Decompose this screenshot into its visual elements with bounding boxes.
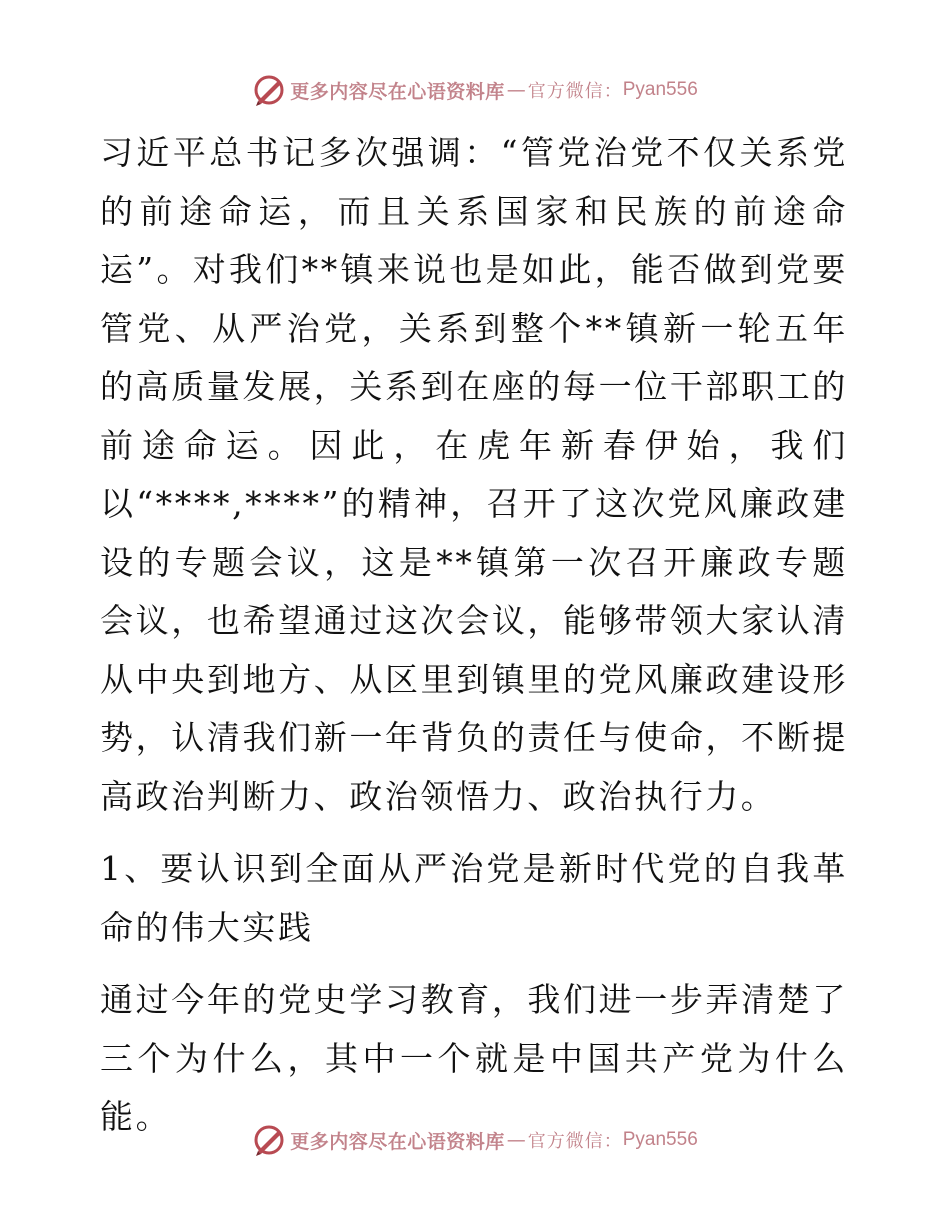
watermark-wechat-id: Pyan556 [622,1129,698,1150]
watermark-site-text: 更多内容尽在心语资料库 [290,1130,505,1153]
header-watermark [0,70,950,110]
document-body [100,124,848,1147]
footer-watermark [0,1120,950,1160]
pen-logo-icon [252,1123,286,1157]
watermark-separator: — [506,79,526,101]
watermark-separator: — [506,1129,526,1151]
section-heading: 1、要认识到全面从严治党是新时代党的自我革命的伟大实践 [100,849,848,947]
watermark-wechat-id: Pyan556 [622,79,698,100]
body-paragraph: 习近平总书记多次强调：“管党治党不仅关系党的前途命运，而且关系国家和民族的前途命运”。对我们**镇来说也是如此，能否做到党要管党、从严治党，关系到整个**镇新一轮五年的高质量发展，关系到在座的每一位干部职工的前途命运。因此，在虎年新春伊始，我们以“****,****”的精神，召开了这次党风廉政建设的专题会议，这是**镇第一次召开廉政专题会议，也希望通过这次会议，能够带领大家认清从中央到地方、从区里到镇里的党风廉政建设形势，认清我们新一年背负的责任与使命，不断提高政治判断力、政治领悟力、政治执行力。 [100,133,848,816]
pen-logo-icon [252,73,286,107]
watermark-wechat-label: 官方微信： [527,1131,623,1152]
body-paragraph: 通过今年的党史学习教育，我们进一步弄清楚了三个为什么，其中一个就是中国共产党为什么能。 [100,980,848,1136]
watermark-site-text: 更多内容尽在心语资料库 [290,80,505,103]
watermark-wechat-label: 官方微信： [527,81,623,102]
